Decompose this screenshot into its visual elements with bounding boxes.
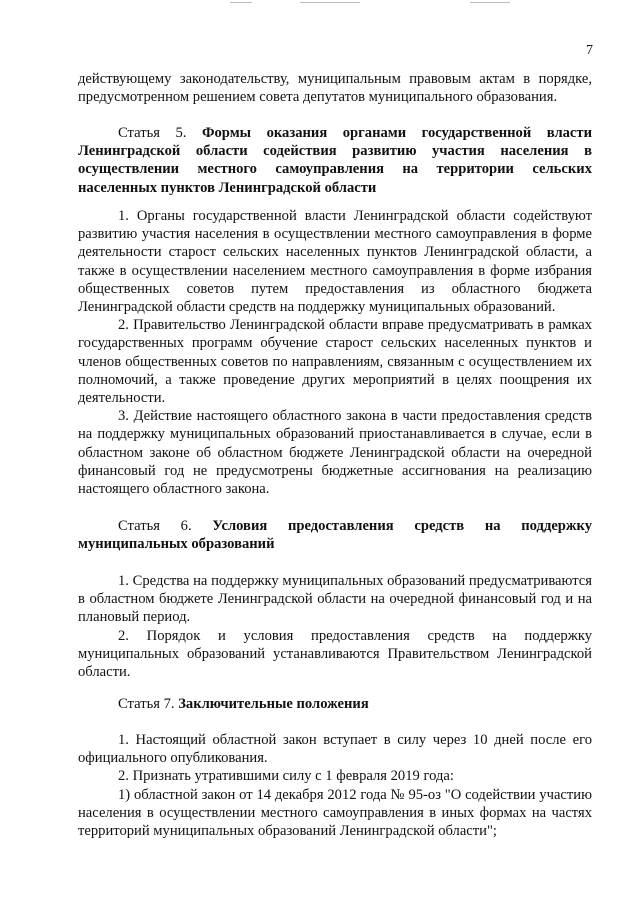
article-5-body xyxy=(78,207,592,498)
intro-continuation-block xyxy=(78,70,592,106)
article-7-heading xyxy=(78,695,592,713)
article-7-body xyxy=(78,731,592,840)
article-6-paragraph-2: 2. Порядок и условия предоставления средств на поддержку муниципальных образований устанавливаются Правительством Ленинградской области. xyxy=(78,627,592,681)
article-7-item-1: 1) областной закон от 14 декабря 2012 года № 95-оз "О содействии участию населения в осуществлении местного самоуправления в иных формах на частях территорий муниципальных образований Ленинградской области"; xyxy=(78,786,592,840)
article-7-paragraph-1: 1. Настоящий областной закон вступает в силу через 10 дней после его официального опубликования. xyxy=(78,732,592,767)
article-6-label: Статья 6. xyxy=(118,518,192,534)
page-number: 7 xyxy=(586,43,593,58)
article-6-title: Условия предоставления средств на поддержку муниципальных образований xyxy=(78,518,592,553)
article-6-heading xyxy=(78,517,592,553)
article-7-label: Статья 7. xyxy=(118,696,175,712)
article-5-paragraph-3: 3. Действие настоящего областного закона в части предоставления средств на поддержку муниципальных образований приостанавливается в случае, если в областном законе об областном бюджете Ленинградской области на очередной финансовый год не предусмотрены бюджетные ассигнования на реализацию настоящего областного закона. xyxy=(78,408,592,498)
article-5-paragraph-1: 1. Органы государственной власти Ленинградской области содействуют развитию участия населения в осуществлении местного самоуправления в форме деятельности старост сельских населенных пунктов Ленинградской области, а также в осуществлении населением местного самоуправления в форме избрания общественных советов путем предоставления из областного бюджета Ленинградской области средств на поддержку муниципальных образований. xyxy=(78,208,592,316)
article-5-paragraph-2: 2. Правительство Ленинградской области вправе предусматривать в рамках государственных программ обучение старост сельских населенных пунктов и членов общественных советов по направлениям, связанным с осуществлением их полномочий, а также проведение других мероприятий в целях поощрения их деятельности. xyxy=(78,317,592,407)
scan-header-marks xyxy=(0,2,640,8)
article-6-body xyxy=(78,572,592,681)
article-7-title: Заключительные положения xyxy=(178,696,369,712)
intro-continuation: действующему законодательству, муниципальным правовым актам в порядке, предусмотренном решением совета депутатов муниципального образования. xyxy=(78,71,592,106)
article-5-title: Формы оказания органами государственной власти Ленинградской области содействия развитию участия населения в осуществлении местного самоуправления на территории сельских населенных пунктов Ленинградской области xyxy=(78,125,592,196)
article-7-paragraph-2: 2. Признать утратившими силу с 1 февраля 2019 года: xyxy=(118,768,454,785)
article-5-label: Статья 5. xyxy=(118,125,187,141)
article-5-heading xyxy=(78,124,592,197)
article-6-paragraph-1: 1. Средства на поддержку муниципальных образований предусматриваются в областном бюджете Ленинградской области на очередной финансовый год и на плановый период. xyxy=(78,573,592,626)
